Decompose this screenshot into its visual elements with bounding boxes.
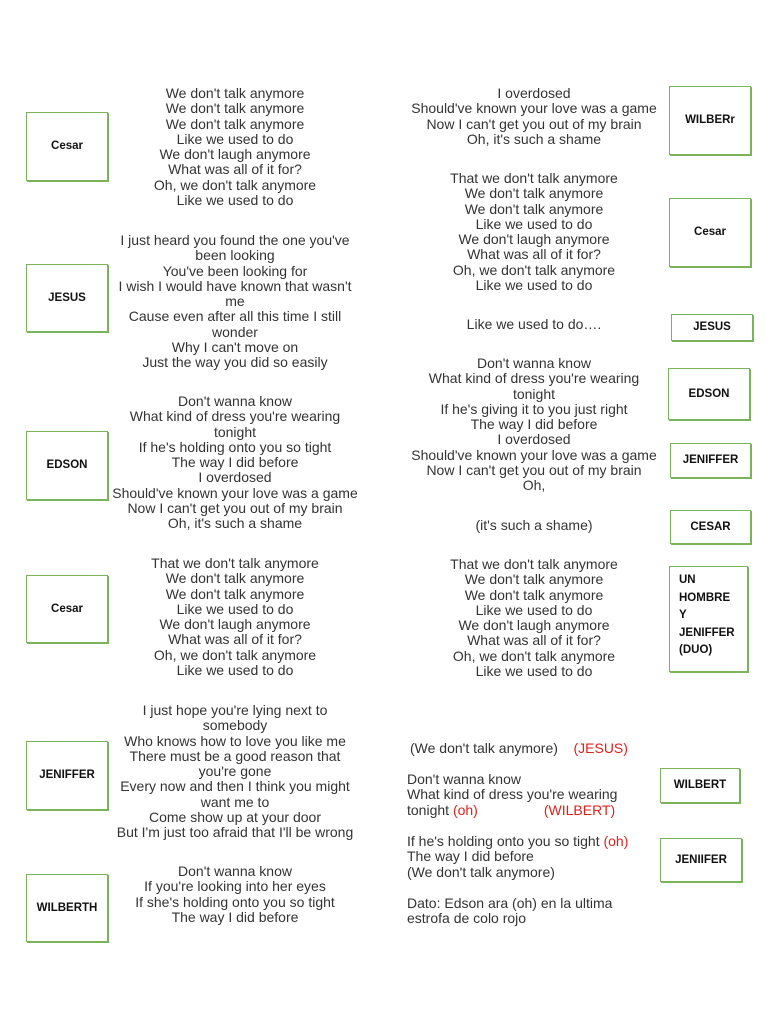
lyric-line: me: [225, 293, 245, 310]
lyric-line: We don't laugh anymore: [159, 616, 311, 633]
lyric-line: We don't laugh anymore: [458, 617, 610, 634]
singer-box: WILBERr: [669, 86, 751, 155]
lyric-line: If you're looking into her eyes: [144, 878, 326, 895]
singer-box-duo: UN HOMBRE Y JENIFFER (DUO): [669, 566, 748, 672]
lyric-line: Now I can't get you out of my brain: [426, 462, 642, 479]
lyric-stanza: [110, 864, 360, 925]
lyric-line: We don't talk anymore: [165, 570, 305, 587]
lyric-line: Like we used to do: [176, 192, 294, 209]
lyric-line: If he's giving it to you just right: [440, 400, 628, 417]
lyric-line: Now I can't get you out of my brain: [426, 115, 642, 132]
lyric-line: Oh, we don't talk anymore: [153, 176, 317, 193]
lyric-line: What was all of it for?: [467, 632, 601, 649]
lyric-line: (it's such a shame): [475, 517, 593, 533]
singer-box: JENIFFER: [26, 741, 108, 810]
lyric-line: I wish I would have known that wasn't: [118, 277, 352, 294]
lyric-line: We don't talk anymore: [464, 586, 604, 603]
singer-box: WILBERTH: [26, 874, 108, 942]
lyric-stanza: [404, 171, 664, 293]
lyric-line: We don't talk anymore: [165, 585, 305, 602]
lyric-line: Should've known your love was a game: [112, 484, 358, 501]
lyric-line: Like we used to do: [475, 215, 593, 232]
lyric-stanza: [110, 233, 360, 371]
lyric-line: I overdosed: [497, 85, 571, 101]
lyric-stanza: [110, 86, 360, 208]
lyric-line: If he's holding onto you so tight: [138, 438, 332, 455]
lyric-line: Like we used to do: [176, 662, 294, 679]
singer-box: JENIFFER: [670, 443, 751, 478]
lyric-line: Like we used to do: [475, 277, 593, 294]
singer-tag-red: (JESUS): [573, 740, 628, 756]
lyric-line: Who knows how to love you like me: [124, 732, 346, 749]
lyric-line: Don't wanna know: [477, 355, 591, 371]
lyric-line: Oh,: [522, 477, 546, 494]
singer-box: CESAR: [670, 510, 751, 544]
lyric-line: Like we used to do: [475, 601, 593, 618]
lyric-line: you're gone: [198, 763, 272, 780]
lyric-line: I just hope you're lying next to: [142, 702, 328, 718]
singer-box: JESUS: [26, 264, 108, 332]
lyric-line: Like we used to do: [176, 130, 294, 147]
lyric-line: Come show up at your door: [149, 809, 321, 826]
lyric-stanza: [110, 556, 360, 678]
lyric-stanza: [404, 317, 664, 332]
lyric-line: Should've known your love was a game: [411, 100, 657, 117]
lyric-line: Oh, it's such a shame: [466, 130, 602, 147]
singer-box: EDSON: [26, 431, 108, 500]
lyric-line: Like we used to do….: [466, 316, 602, 332]
lyric-line: You've been looking for: [162, 262, 308, 279]
lyric-line: If she's holding onto you so tight: [135, 893, 335, 910]
lyric-line: Just the way you did so easily: [142, 354, 328, 371]
singer-box: WILBERT: [660, 768, 740, 803]
singer-box: Cesar: [26, 575, 108, 643]
lyric-line: We don't talk anymore: [165, 100, 305, 117]
lyric-line: somebody: [202, 717, 268, 734]
lyric-line: What kind of dress you're wearing: [428, 370, 640, 387]
lyric-line: Don't wanna know: [178, 393, 292, 409]
singer-box: Cesar: [669, 198, 751, 267]
lyric-line: We don't talk anymore: [464, 200, 604, 217]
singer-box: EDSON: [668, 368, 750, 420]
lyric-line: That we don't talk anymore: [450, 170, 618, 186]
lyric-line: The way I did before: [171, 908, 299, 925]
lyric-line: Like we used to do: [176, 600, 294, 617]
final-stanza: Don't wanna know What kind of dress you're wearing tonight (oh) (WILBERT): [407, 771, 618, 818]
lyric-line: What was all of it for?: [168, 631, 302, 648]
lyric-line: Should've known your love was a game: [411, 446, 657, 463]
lyric-line: We don't laugh anymore: [159, 146, 311, 163]
singer-box: JENIIFER: [660, 838, 742, 882]
lyric-stanza: [404, 557, 664, 679]
final-line-we-dont-talk: (We don't talk anymore) (JESUS): [410, 740, 628, 756]
lyric-line: What was all of it for?: [467, 246, 601, 263]
lyric-stanza: [110, 394, 360, 532]
lyric-stanza: [404, 86, 664, 147]
lyric-line: What kind of dress you're wearing: [129, 408, 341, 425]
lyric-line: Oh, we don't talk anymore: [452, 647, 616, 664]
final-stanza-2: If he's holding onto you so tight (oh) The way I did before (We don't talk anymore): [407, 833, 629, 880]
lyric-line: What was all of it for?: [168, 161, 302, 178]
lyric-line: Like we used to do: [475, 663, 593, 680]
lyric-line: We don't laugh anymore: [458, 231, 610, 248]
lyric-line: wonder: [212, 323, 258, 340]
lyric-line: I overdosed: [198, 469, 272, 486]
lyric-line: That we don't talk anymore: [450, 556, 618, 572]
note-text: Dato: Edson ara (oh) en la ultima estrofa de colo rojo: [407, 895, 613, 927]
lyric-line: We don't talk anymore: [464, 571, 604, 588]
lyric-stanza: [404, 518, 664, 533]
lyric-line: Every now and then I think you might: [120, 778, 350, 795]
lyric-line: But I'm just too afraid that I'll be wrong: [116, 824, 354, 841]
lyric-line: Cause even after all this time I still: [128, 308, 342, 325]
lyric-line: Don't wanna know: [178, 863, 292, 879]
lyric-line: tonight: [213, 423, 257, 440]
lyric-line: I just heard you found the one you've: [120, 232, 350, 248]
lyric-line: That we don't talk anymore: [151, 555, 319, 571]
lyric-line: We don't talk anymore: [165, 85, 305, 101]
lyric-stanza: [404, 356, 664, 494]
lyric-line: The way I did before: [470, 416, 598, 433]
lyric-line: We don't talk anymore: [165, 115, 305, 132]
lyric-line: I overdosed: [497, 431, 571, 448]
lyric-line: Oh, it's such a shame: [167, 515, 303, 532]
lyric-line: There must be a good reason that: [129, 747, 341, 764]
lyric-line: tonight: [512, 385, 556, 402]
singer-box: JESUS: [671, 314, 753, 341]
lyric-stanza: [110, 703, 360, 841]
lyric-line: Oh, we don't talk anymore: [153, 646, 317, 663]
lyric-line: been looking: [195, 247, 275, 264]
lyric-line: Why I can't move on: [171, 339, 299, 356]
lyric-line: The way I did before: [171, 454, 299, 471]
lyric-line: Oh, we don't talk anymore: [452, 261, 616, 278]
lyric-line: Now I can't get you out of my brain: [127, 500, 343, 517]
lyric-line: We don't talk anymore: [464, 185, 604, 202]
lyric-line: want me to: [200, 793, 270, 810]
singer-box: Cesar: [26, 112, 108, 181]
